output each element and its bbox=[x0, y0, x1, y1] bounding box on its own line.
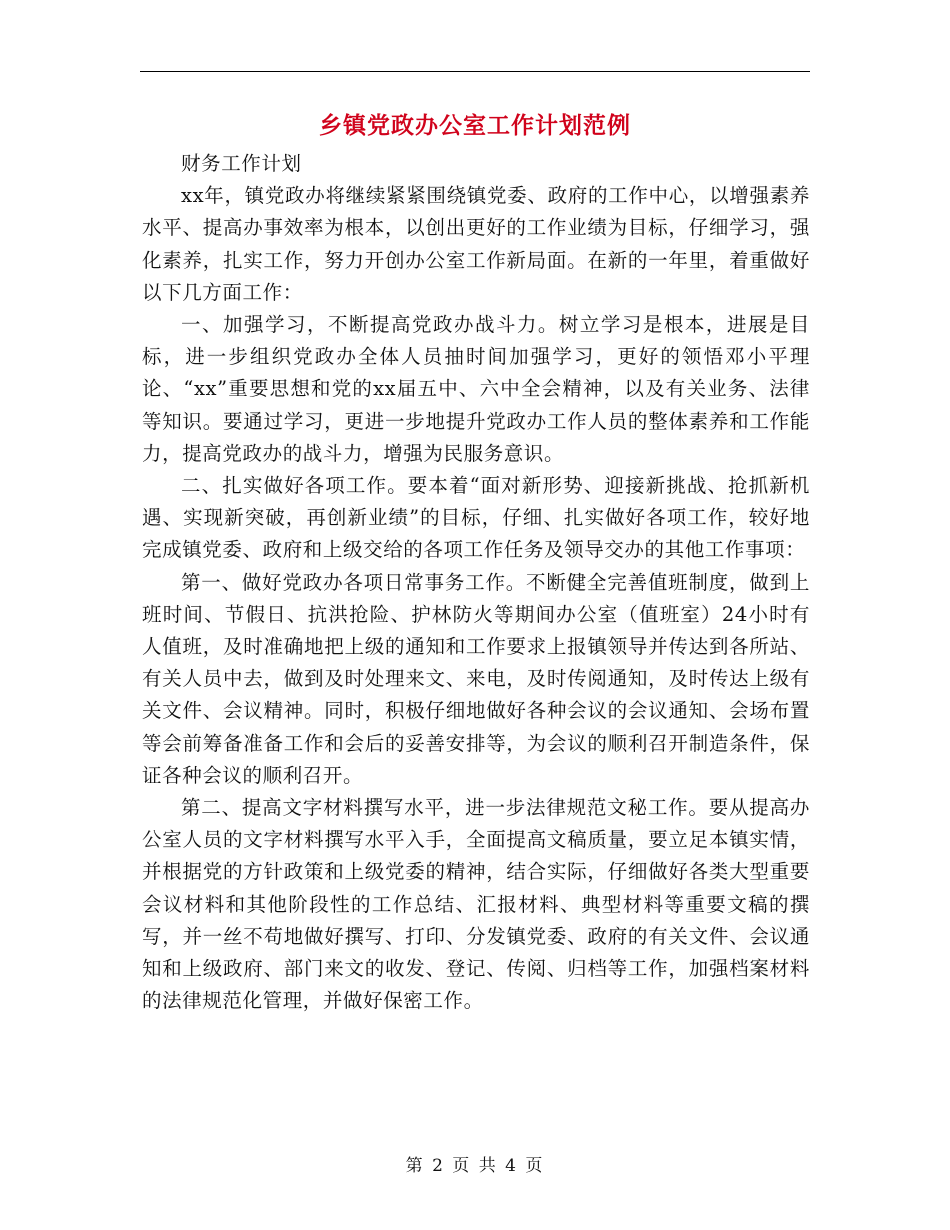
document-title: 乡镇党政办公室工作计划范例 bbox=[319, 113, 631, 139]
page-number-footer: 第 2 页 共 4 页 bbox=[405, 1156, 545, 1176]
paragraph-item-2: 第二、提高文字材料撰写水平，进一步法律规范文秘工作。要从提高办公室人员的文字材料撰写水平入手，全面提高文稿质量，要立足本镇实情，并根据党的方针政策和上级党委的精神，结合实际，仔细做好各类大型重要会议材料和其他阶段性的工作总结、汇报材料、典型材料等重要文稿的撰写，并一丝不苟地做好撰写、打印、分发镇党委、政府的有关文件、会议通知和上级政府、部门来文的收发、登记、传阅、归档等工作，加强档案材料的法律规范化管理，并做好保密工作。 bbox=[142, 796, 810, 1013]
paragraph-section-1: 一、加强学习，不断提高党政办战斗力。树立学习是根本，进展是目标，进一步组织党政办全体人员抽时间加强学习，更好的领悟邓小平理论、“xx”重要思想和党的xx届五中、六中全会精神，以及有关业务、法律等知识。要通过学习，更进一步地提升党政办工作人员的整体素养和工作能力，提高党政办的战斗力，增强为民服务意识。 bbox=[142, 313, 810, 465]
document-body bbox=[142, 148, 810, 1017]
paragraph-subtitle: 财务工作计划 bbox=[181, 152, 302, 175]
paragraph-section-2: 二、扎实做好各项工作。要本着“面对新形势、迎接新挑战、抢抓新机遇、实现新突破，再创新业绩”的目标，仔细、扎实做好各项工作，较好地完成镇党委、政府和上级交给的各项工作任务及领导交办的其他工作事项： bbox=[142, 474, 810, 562]
paragraph-intro: xx年，镇党政办将继续紧紧围绕镇党委、政府的工作中心，以增强素养水平、提高办事效率为根本，以创出更好的工作业绩为目标，仔细学习，强化素养，扎实工作，努力开创办公室工作新局面。在新的一年里，着重做好以下几方面工作： bbox=[142, 184, 810, 304]
header-rule bbox=[140, 71, 810, 72]
paragraph-item-1: 第一、做好党政办各项日常事务工作。不断健全完善值班制度，做到上班时间、节假日、抗洪抢险、护林防火等期间办公室（值班室）24小时有人值班，及时准确地把上级的通知和工作要求上报镇领导并传达到各所站、有关人员中去，做到及时处理来文、来电，及时传阅通知，及时传达上级有关文件、会议精神。同时，积极仔细地做好各种会议的会议通知、会场布置等会前筹备准备工作和会后的妥善安排等，为会议的顺利召开制造条件，保证各种会议的顺利召开。 bbox=[142, 570, 810, 787]
